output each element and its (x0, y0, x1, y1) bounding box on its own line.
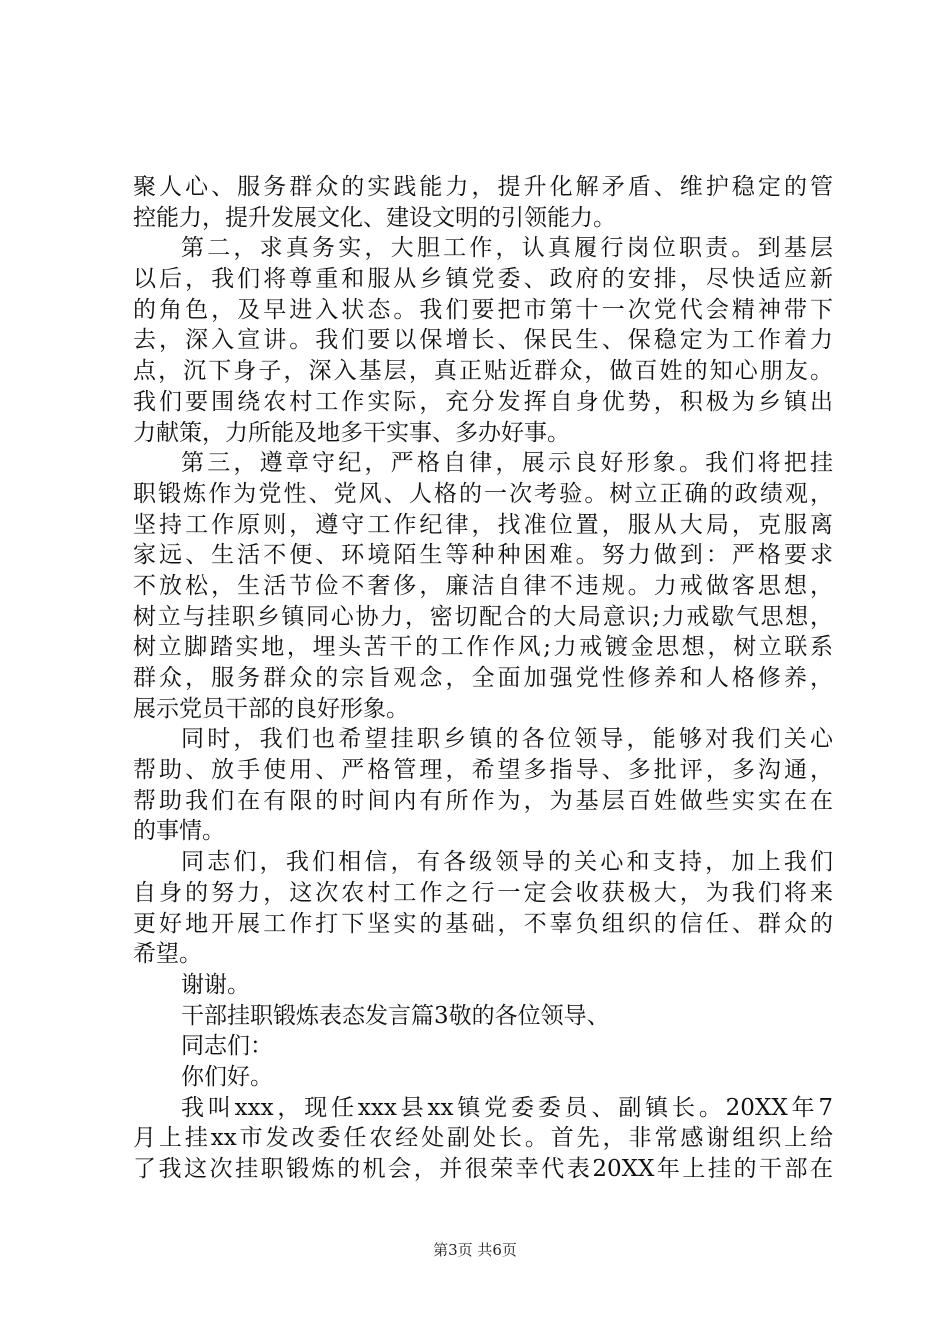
paragraph-start-line: 第三，遵章守纪，严格自律，展示良好形象。我们将把挂 (181, 450, 833, 477)
paragraph-start-line: 同志们： (181, 1033, 273, 1060)
text-line: 自身的努力，这次农村工作之行一定会收获极大，为我们将来 (133, 879, 833, 906)
text-line: 展示党员干部的良好形象。 (133, 695, 409, 722)
text-line: 群众，服务群众的宗旨观念，全面加强党性修养和人格修养， (133, 665, 833, 691)
text-line: 力献策，力所能及地多干实事、多办好事。 (133, 419, 570, 446)
paragraph-start-line: 同志们，我们相信，有各级领导的关心和支持，加上我们 (181, 849, 833, 876)
text-line: 了我这次挂职锻炼的机会，并很荣幸代表20XX年上挂的干部在 (133, 1156, 833, 1182)
paragraph-start-line: 同时，我们也希望挂职乡镇的各位领导，能够对我们关心 (181, 726, 833, 753)
text-line: 帮助我们在有限的时间内有所作为，为基层百姓做些实实在在 (133, 787, 833, 814)
text-line: 去，深入宣讲。我们要以保增长、保民生、保稳定为工作着力 (133, 327, 833, 354)
text-line: 树立与挂职乡镇同心协力，密切配合的大局意识;力戒歇气思想， (133, 603, 833, 630)
text-line: 点，沉下身子，深入基层，真正贴近群众，做百姓的知心朋友。 (133, 358, 833, 385)
text-line: 的角色，及早进入状态。我们要把市第十一次党代会精神带下 (133, 296, 833, 323)
paragraph-start-line: 你们好。 (181, 1063, 273, 1090)
text-line: 以后，我们将尊重和服从乡镇党委、政府的安排，尽快适应新 (133, 266, 833, 293)
document-body (133, 172, 833, 1185)
text-line: 的事情。 (133, 818, 225, 845)
text-line: 控能力，提升发展文化、建设文明的引领能力。 (133, 204, 616, 231)
page-number-footer: 第3页 共6页 (433, 1241, 517, 1259)
text-line: 帮助、放手使用、严格管理，希望多指导、多批评，多沟通， (133, 757, 833, 784)
text-line: 更好地开展工作打下坚实的基础，不辜负组织的信任、群众的 (133, 910, 833, 937)
text-line: 希望。 (133, 941, 202, 968)
text-line: 家远、生活不便、环境陌生等种种困难。努力做到：严格要求 (133, 542, 833, 569)
paragraph-start-line: 谢谢。 (181, 971, 250, 998)
text-line: 树立脚踏实地，埋头苦干的工作作风;力戒镀金思想，树立联系 (133, 634, 833, 661)
text-line: 聚人心、服务群众的实践能力，提升化解矛盾、维护稳定的管 (133, 174, 833, 200)
text-line: 不放松，生活节俭不奢侈，廉洁自律不违规。力戒做客思想， (133, 572, 833, 599)
paragraph-start-line: 干部挂职锻炼表态发言篇3敬的各位领导、 (181, 1002, 610, 1029)
text-line: 职锻炼作为党性、党风、人格的一次考验。树立正确的政绩观， (133, 480, 833, 507)
text-line: 坚持工作原则，遵守工作纪律，找准位置，服从大局，克服离 (133, 511, 833, 538)
paragraph-start-line: 我叫xxx，现任xxx县xx镇党委委员、副镇长。20XX年7 (181, 1094, 833, 1121)
text-line: 月上挂xx市发改委任农经处副处长。首先，非常感谢组织上给 (133, 1125, 833, 1152)
text-line: 我们要围绕农村工作实际，充分发挥自身优势，积极为乡镇出 (133, 388, 833, 415)
paragraph-start-line: 第二，求真务实，大胆工作，认真履行岗位职责。到基层 (181, 235, 833, 262)
